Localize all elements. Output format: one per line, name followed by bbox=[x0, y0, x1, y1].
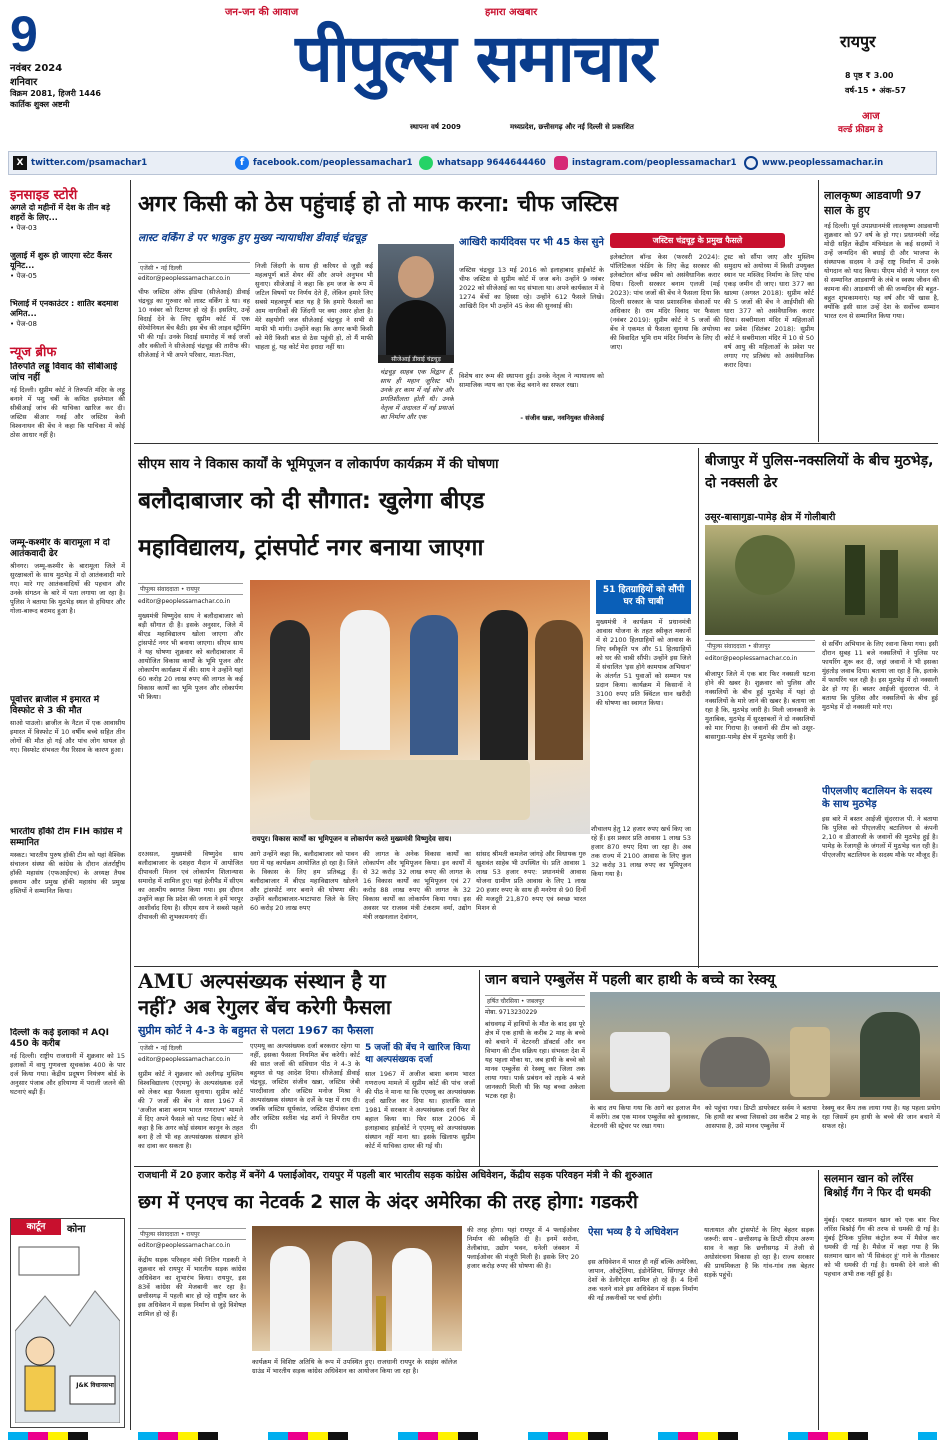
amu-byline: एजेंसी • नई दिल्ली bbox=[138, 1042, 243, 1054]
cji-subheadline: लास्ट वर्किंग डे पर भावुक हुए मुख्य न्यायाधीश डीवाई चंद्रचूड़ bbox=[138, 232, 367, 244]
balo-text-4: सांसद श्रीमती कमलेश जांगड़े और विधायक गुरु खुशवंत साहेब भी उपस्थित थे। प्रति आवास 1 लाख 53 हजार रुपए: प्रधानमंत्री आवास योजना ग्रामीण प्रति आवास के लिए 1 लाख 20 हजार रुपए के साथ ही मनरेगा से 90 दिनों की मजदूरी 21,870 रुपए एवं स्वच्छ भारत मिशन से bbox=[476, 850, 586, 912]
whatsapp-link[interactable]: whatsapp 9644644460 bbox=[437, 158, 546, 168]
gadkari-box-text: इस अधिवेशन में भारत ही नहीं बल्कि अमेरिका, जापान, ऑस्ट्रेलिया, इंडोनेशिया, सिंगापुर जैसे देशों के डेलीगेट्स शामिल हो रहे हैं। 4 दिनों तक चलने वाले इस अधिवेशन में सड़क निर्माण की नई तकनीकों पर चर्चा होगी। bbox=[588, 1258, 698, 1302]
gadkari-byline: पीपुल्स संवाददाता • रायपुर bbox=[138, 1228, 246, 1240]
gadkari-text-1: केंद्रीय सड़क परिवहन मंत्री नितिन गडकरी ने शुक्रवार को रायपुर में भारतीय सड़क कांग्रेस अधिवेशन का शुभारंभ किया। रायपुर, इस 83वें कांग्रेस की मेजबानी कर रहा है। छत्तीसगढ़ में पहली बार हो रहे राष्ट्रीय स्तर के इस अधिवेशन में सड़क निर्माण से जुड़े विशेषज्ञ शामिल हो रहे हैं। bbox=[138, 1256, 246, 1318]
date-vikram: विक्रम 2081, हिजरी 1446 bbox=[10, 89, 101, 98]
today-day: वर्ल्ड फ्रीडम डे bbox=[838, 125, 883, 135]
balo-photo bbox=[250, 580, 590, 840]
cji-quote: चंद्रचूड़ साहब एक विद्वान हैं, साथ ही महान जूरिस्ट भी। उनके हर काम में नई सोच और प्रगतिशीलता होती थी। उनके नेतृत्व में अदालत में नई प्रथाओं का निर्माण और एक bbox=[380, 368, 454, 421]
decisions-col-2: ट्रस्ट को सौंपा जाए और मुस्लिम समुदाय को अयोध्या में किसी उपयुक्त स्थान पर मस्जिद निर्माण के लिए पांच एकड़ जमीन दी जाए। धारा 377 का खात्मा (अगस्त 2018): सुप्रीम कोर्ट की 5 जजों की बेंच ने आईपीसी की धारा 377 को असंवैधानिक करार दिया। सबरीमाला मंदिर में महिलाओं का प्रवेश (सितंबर 2018): सुप्रीम कोर्ट ने सबरीमाला मंदिर में 10 से 50 वर्ष आयु की महिलाओं के प्रवेश पर लगाए गए प्रतिबंध को असंवैधानिक करार दिया। bbox=[724, 253, 814, 369]
advani-text: नई दिल्ली। पूर्व उपप्रधानमंत्री लालकृष्ण आडवाणी शुक्रवार को 97 वर्ष के हो गए। प्रधानमंत्री नरेंद्र मोदी सहित केंद्रीय मंत्रिमंडल के कई सदस्यों ने उन्हें जन्मदिन की बधाई दी और भाजपा के संस्थापक सदस्य ने उन्हें राष्ट्र निर्माण में उनके योगदान को याद किया। पीएम मोदी ने भारत रत्न से सम्मानित आडवाणी के लंबे व स्वस्थ जीवन की कामना की। आडवाणी जी की जन्मदिन की बहुत-बहुत शुभकामनाएं। यह वर्ष और भी खास है, क्योंकि इसी साल उन्हें देश के सर्वोच्च सम्मान भारत रत्न से सम्मानित किया गया। bbox=[824, 222, 939, 320]
inside-item[interactable]: अगले दो महीनों में देश के तीन बड़े शहरों के लिए... • पेज-03 bbox=[10, 203, 111, 232]
balo-photo-caption: रायपुर। विकास कार्यों का भूमिपूजन व लोकार्पण करते मुख्यमंत्री विष्णुदेव साय। bbox=[250, 834, 690, 845]
bijapur-byline: पीपुल्स संवाददाता • बीजापुर bbox=[705, 640, 815, 652]
balo-text-3: की लागत के अनेक विकास कार्यों का लोकार्पण और भूमिपूजन किया। इन कार्यों में से 32 करोड़ 32 लाख रुपए की लागत के 16 विकास कार्यों का भूमिपूजन एवं 27 करोड़ 88 लाख रुपए की लागत के 32 विकास कार्यों का लोकार्पण किया गया। इस अवसर पर राजस्व मंत्री टंकराम वर्मा, उद्योग मंत्री लखनलाल देवांगन, bbox=[363, 850, 471, 921]
corner-label: कोना bbox=[67, 1224, 86, 1235]
masthead-issue: वर्ष-15 • अंक-57 bbox=[845, 86, 906, 95]
elephant-headline: जान बचाने एम्बुलेंस में पहली बार हाथी के बच्चे का रेस्क्यू bbox=[485, 972, 775, 988]
cartoon-label: कार्टून bbox=[11, 1219, 61, 1235]
bijapur-text-right: से सर्चिंग अभियान के लिए रवाना किया गया। इसी दौरान सुबह 11 बजे नक्सलियों ने पुलिस पर फायरिंग शुरू कर दी, जहां जवानों ने भी इसका मुंहतोड़ जवाब दिया। बताया जा रहा है कि, इलाके में फायरिंग चल रही है। इस मुठभेड़ में दो नक्सली ढेर हो गए हैं। बस्तर आईजी सुंदरराज पी. ने बताया कि पुलिस और नक्सलियों के बीच हुई मुठभेड़ में दो नक्सली मारे गए। bbox=[822, 640, 938, 711]
balo-byline: पीपुल्स संवाददाता • रायपुर bbox=[138, 583, 243, 595]
instagram-link[interactable]: instagram.com/peoplessamachar1 bbox=[572, 158, 737, 168]
bijapur-box-title: पीएलजीए बटालियन के सदस्य के साथ मुठभेड़ bbox=[822, 786, 933, 810]
inside-story-title: इनसाइड स्टोरी bbox=[10, 188, 78, 203]
registration-marks bbox=[8, 1432, 937, 1440]
founded: स्थापना वर्ष 2009 bbox=[410, 123, 461, 131]
masthead-city: रायपुर bbox=[840, 32, 876, 51]
gadkari-text-5: यातायात और ट्रांसपोर्ट के लिए बेहतर सड़क जरूरी: साय - छत्तीसगढ़ के डिप्टी सीएम अरुण साव ने कहा कि छत्तीसगढ़ में तेजी से अधोसंरचना विकास हो रहा है। राज्य सरकार की प्राथमिकता है कि गांव-गांव तक बेहतर सड़कें पहुंचें। bbox=[704, 1226, 814, 1279]
cji-signature: - संजीव खन्ना, नवनियुक्त सीजेआई bbox=[520, 414, 604, 422]
cji-photo-caption: सीजेआई डीवाई चंद्रचूड़ bbox=[378, 355, 454, 363]
inside-item[interactable]: भिलाई में एनकाउंटर : शातिर बदमाश अमित... • पेज-08 bbox=[10, 299, 119, 328]
date-tithi: कार्तिक शुक्ल अष्टमी bbox=[10, 100, 70, 109]
inside-list bbox=[10, 203, 125, 339]
masthead-date bbox=[10, 8, 120, 168]
advani-headline: लालकृष्ण आडवाणी 97 साल के हुए bbox=[824, 189, 922, 217]
gadkari-headline: छग में एनएच का नेटवर्क 2 साल के अंदर अमेरिका की तरह होगा: गडकरी bbox=[138, 1192, 638, 1213]
cji-byline: एजेंसी • नई दिल्ली bbox=[138, 262, 250, 274]
elephant-photo bbox=[590, 992, 940, 1100]
amu-headline-1: AMU अल्पसंख्यक संस्थान है या bbox=[138, 969, 386, 993]
balo-text-1: मुख्यमंत्री विष्णुदेव साय ने बलौदाबाजार को बड़ी सौगात दी है। इसके अनुसार, जिले में बीएड महाविद्यालय खोला जाएगा और ट्रांसपोर्ट नगर भी बनाया जाएगा। सीएम साय ने यह घोषणा शुक्रवार को बलौदाबाजार में आयोजित विकास कार्यों के भूमि पूजन और लोकार्पण कार्यक्रम में की। साय ने उन्होंने यहां 60 करोड़ 20 लाख रुपए की लागत के कई विकास कार्यों का भूमि पूजन और लोकार्पण भी किया। bbox=[138, 612, 243, 701]
cji-text-2: निजी जिंदगी के साथ ही करियर से जुड़ी कई महत्वपूर्ण बातें शेयर कीं और अपने अनुभव भी सुनाए। सीजेआई ने कहा कि हम जज के रूप में जटिल विषयों पर निर्णय देते हैं, लेकिन हमारे लिए सबसे महत्वपूर्ण बात यह है कि हमारे फैसलों का आम नागरिकों की जिंदगी पर क्या असर होता है। मेरे सहयोगी जज सीजेआई चंद्रचूड़ ने सभी से माफी भी मांगी। उन्होंने कहा कि अगर कभी किसी को मेरी किसी बात से ठेस पहुंची हो, तो मैं माफी चाहता हूं, यह कोर्ट मेरा इरादा नहीं था। bbox=[255, 262, 373, 351]
last-day-text: जस्टिस चंद्रचूड़ 13 मई 2016 को इलाहाबाद हाईकोर्ट के चीफ जस्टिस से सुप्रीम कोर्ट में जज बने। उन्होंने 9 नवंबर 2022 को सीजेआई का पद संभाला था। अपने कार्यकाल में वे 1274 बेंचों का हिस्सा रहे। उन्होंने 612 फैसले लिखे। आखिरी दिन भी उन्होंने 45 केस की सुनवाई की। bbox=[459, 266, 604, 310]
cartoon-box bbox=[10, 1218, 125, 1428]
elephant-byline: हर्षित चौरसिया • जबलपुर bbox=[485, 995, 585, 1007]
masthead-price: 8 पृष्ठ ₹ 3.00 bbox=[845, 71, 894, 80]
news-brief-title: न्यूज ब्रीफ bbox=[10, 345, 57, 360]
cji-email: editor@peoplessamachar.co.in bbox=[138, 275, 231, 282]
decisions-col-1: इलेक्टोरल बॉन्ड केस (फरवरी 2024): पॉलिटिकल फंडिंग के लिए केंद्र सरकार की इलेक्टोरल बॉन्ड स्कीम को असंवैधानिक करार दिया। दिल्ली सरकार बनाम एलजी (मई 2023): पांच जजों की बेंच ने फैसला दिया कि दिल्ली सरकार के पास प्रशासनिक सेवाओं पर अधिकार है। राम मंदिर विवाद पर फैसला (नवंबर 2019): सुप्रीम कोर्ट ने 5 जजों की बेंच ने एकमत से फैसला सुनाया कि अयोध्या की विवादित भूमि राम मंदिर निर्माण के लिए दी जाए। bbox=[610, 253, 720, 351]
gadkari-text-3: की तरह होगा। यहां रायपुर में 4 फ्लाईओवर निर्माण की स्वीकृति दी है। इनमें सरोना, तेलीबांधा, उद्योग भवन, धनेली जंक्शन में फ्लाईओवर की मंजूरी मिली है। इसके लिए 20 हजार करोड़ रुपए की घोषणा की है। bbox=[467, 1226, 579, 1270]
twitter-link[interactable]: twitter.com/psamachar1 bbox=[31, 158, 148, 168]
elephant-text-3: को पहुंचा गया। डिप्टी डायरेक्टर सर्वम ने बताया कि हाथी का बच्चा जिसको उस करीब 2 माह के आसपास है, उसे मानव एम्बुलेंस में bbox=[705, 1104, 817, 1130]
brief-4: भारतीय हॉकी टीम FIH कांग्रेस में सम्मानित मस्कट। भारतीय पुरुष हॉकी टीम को यहां वैश्विक संचालन संस्था की कांग्रेस के दौरान अंतर्राष्ट्रीय हॉकी महासंघ (एफआईएच) के अध्यक्ष तैयब इकराम और प्रमुख हॉकी महासंघ की प्रमुख हस्तियों ने सम्मानित किया। bbox=[10, 827, 125, 895]
bijapur-box-text: इस बारे में बस्तर आईजी सुंदरराज पी. ने बताया कि पुलिस को पीएलजीए बटालियन से कंपनी 2,10 व डीआरजी के जवानों की मुठभेड़ हुई है। पामेड़ के रेंजागट्टी के जंगलों में मुठभेड़ चल रही है। पीएलजीए बटालियन के सदस्य मौके पर मौजूद हैं। bbox=[822, 815, 938, 859]
amu-text-3: साल 1967 में अजीज बाशा बनाम भारत गणराज्य मामले में सुप्रीम कोर्ट की पांच जजों की पीठ ने माना था कि एएमयू का अल्पसंख्यक दर्जा खारिज कर दिया था। हालांकि साल 1981 में सरकार ने अल्पसंख्यक दर्जा फिर से बहाल किया था। फिर साल 2006 में इलाहाबाद हाईकोर्ट ने एएमयू को अल्पसंख्यक संस्थान नहीं माना था। इसके खिलाफ सुप्रीम कोर्ट में याचिका दायर की गई थी। bbox=[365, 1070, 475, 1150]
date-day: 9 bbox=[10, 6, 38, 62]
balo-kicker: सीएम साय ने विकास कार्यों के भूमिपूजन व लोकार्पण कार्यक्रम में की घोषणा bbox=[138, 457, 499, 472]
date-weekday: शनिवार bbox=[10, 77, 38, 88]
amu-email: editor@peoplessamachar.co.in bbox=[138, 1056, 231, 1063]
cartoon-sign: J&K विधानसभा bbox=[76, 1382, 114, 1389]
instagram-icon bbox=[554, 156, 568, 170]
brief-5: दिल्ली के कई इलाकों में AQI 450 के करीब नई दिल्ली। राष्ट्रीय राजधानी में शुक्रवार को 15 इलाकों में वायु गुणवत्ता सूचकांक 400 के पार दर्ज किया गया। केंद्रीय प्रदूषण नियंत्रण बोर्ड के अनुसार पंजाब और हरियाणा में पराली जलने की घटनाएं बढ़ी हैं। bbox=[10, 1028, 125, 1096]
amu-headline-2: नहीं? अब रेगुलर बेंच करेगी फैसला bbox=[138, 995, 392, 1019]
bijapur-email: editor@peoplessamachar.co.in bbox=[705, 655, 798, 662]
brief-2: जम्मू-कश्मीर के बारामूला में दो आतंकवादी ढेर श्रीनगर। जम्मू-कश्मीर के बारामूला जिले में सुरक्षाबलों के साथ मुठभेड़ में दो आतंकवादी मारे गए। मारे गए आतंकवादियों की पहचान और उनके संगठन के बारे में पता लगाया जा रहा है। पुलिस ने बताया कि मुठभेड़ स्थल से हथियार और गोला-बारूद बरामद हुआ है। bbox=[10, 538, 125, 615]
facebook-link[interactable]: facebook.com/peoplessamachar1 bbox=[253, 158, 413, 168]
balo-email: editor@peoplessamachar.co.in bbox=[138, 598, 231, 605]
bijapur-text-left: बीजापुर जिले में एक बार फिर नक्सली घटना होने की खबर है। शुक्रवार को पुलिस और नक्सलियों के बीच हुई मुठभेड़ में यहां दो नक्सलियों के मारे जाने की खबर है। बताया जा रहा है कि, मुठभेड़ जारी है। मिली जानकारी के मुताबिक, मुठभेड़ में सुरक्षाबलों ने दो नक्सलियों को मार गिराया है। जवानों की टीम को उसूर-बासागुडा-पामेड़ क्षेत्र में मुठभेड़ जारी है। bbox=[705, 670, 815, 741]
date-month: नवंबर 2024 bbox=[10, 63, 63, 74]
brief-3: पूर्वोत्तर ब्राजील में इमारत में विस्फोट से 3 की मौत साओ पाउलो। ब्राजील के नैटल में एक आवासीय इमारत में विस्फोट में 10 वर्षीय बच्चे सहित तीन लोगों की मौत हो गई और पांच लोग घायल हो गए। विस्फोट संभवतः गैस रिसाव के कारण हुआ। bbox=[10, 695, 125, 754]
elephant-text-1: बांधवगढ़ में हाथियों के मौत के बाद इस पूरे क्षेत्र में एक हाथी के करीब 2 माह के बच्चे को बचाने में वेटरनरी डॉक्टर्स और वन विभाग की टीम सक्रिय रहा। संभवतः देश में यह पहला मौका था, जब हाथी के बच्चे को मानव एम्बुलेंस से रेस्क्यू कर जिला तक लाया गया। पार्क प्रबंधन को तड़के 4 बजे जानकारी मिली थी कि यह बच्चा अकेला भटक रहा है। bbox=[485, 1020, 585, 1100]
elephant-text-4: रेस्क्यू कर कैंप तक लाया गया है। यह पहला प्रयोग रहा जिसमें हम हाथी के बच्चे की जान बचाने में सफल रहे। bbox=[822, 1104, 940, 1130]
published: मध्यप्रदेश, छत्तीसगढ़ और नई दिल्ली से प्रकाशित bbox=[510, 123, 634, 131]
elephant-text-2: के बाद तय किया गया कि आगे का इलाज मैन में करेंगे। तब एक मानव एम्बुलेंस को बुलवाकर, वेटरनरी की स्ट्रेचर पर रखा गया। bbox=[590, 1104, 700, 1130]
web-link[interactable]: www.peoplessamachar.in bbox=[762, 158, 884, 168]
salman-text: मुंबई। एक्टर सलमान खान को एक बार फिर लॉरेंस बिश्नोई गैंग की तरफ से धमकी दी गई है। मुंबई ट्रैफिक पुलिस कंट्रोल रूम में मैसेज कर धमकी दी गई है। मैसेज में कहा गया है कि सलमान खान को 'मैं सिकंदर हूं' गाने के गीतकार को भी धमकी दी गई है। धमकी देने वाले की पहचान अभी तक नहीं हुई है। bbox=[824, 1216, 939, 1278]
cartoon-drawing bbox=[15, 1241, 120, 1423]
balo-box-text: मुख्यमंत्री ने कार्यक्रम में प्रधानमंत्री आवास योजना के तहत स्वीकृत मकानों में से 2100 हितग्राहियों को आवास के लिए स्वीकृति पत्र और 51 हितग्राहियों को घर की चाबी सौंपी। उन्होंने इस जिले में संचालित 'इस होगे कामयाब अभियान' के अंतर्गत 51 युवाओं को सम्मान पत्र प्रदान किया। कार्यक्रम में किसानों ने 3100 रुपए प्रति क्विंटल धान खरीदी की घोषणा का स्वागत किया। bbox=[596, 618, 691, 707]
tagline-left: जन-जन की आवाज bbox=[225, 7, 299, 18]
decisions-title: जस्टिस चंद्रचूड़ के प्रमुख फैसले bbox=[610, 233, 785, 248]
gadkari-text-2: कार्यक्रम में विशिष्ट अतिथि के रूप में उपस्थित हुए। राजधानी रायपुर के साइंस कॉलेज ग्राउंड में भारतीय सड़क कांग्रेस अधिवेशन का आयोजन किया जा रहा है। bbox=[252, 1358, 457, 1375]
balo-text-5: शौचालय हेतु 12 हजार रुपए खर्च किए जा रहे हैं। इस प्रकार प्रति आवास 1 लाख 53 हजार 870 रुपए दिया जा रहा है। अब तक राज्य में 2100 आवास के लिए कुल 32 करोड़ 31 लाख रुपए का भूमिपूजन किया गया है। bbox=[591, 825, 691, 878]
gadkari-kicker: राजधानी में 20 हजार करोड़ में बनेंगे 4 फ्लाईओवर, रायपुर में पहली बार भारतीय सड़क कांग्रेस अधिवेशन, केंद्रीय सड़क परिवहन मंत्री ने की शुरुआत bbox=[138, 1170, 653, 1181]
gadkari-email: editor@peoplessamachar.co.in bbox=[138, 1242, 231, 1249]
gadkari-box-title: ऐसा भव्य है ये अधिवेशन bbox=[588, 1227, 679, 1238]
balo-text-1b: दरअसल, मुख्यमंत्री विष्णुदेव साय बलौदाबाजार के दशहरा मैदान में आयोजित दीपावली मिलन एवं लोकार्पण शिलान्यास समारोह में शामिल हुए। यहां हेलीपैड में सीएम का आत्मीय स्वागत किया गया। इस दौरान उन्होंने कहा कि प्रदेश की जनता ने हमें भरपूर आशीर्वाद दिया है। सीएम साय ने सबसे पहले दीपावली की शुभकामनाएं दीं। bbox=[138, 850, 243, 921]
last-day-headline: आखिरी कार्यदिवस पर भी 45 केस सुने bbox=[459, 237, 604, 248]
amu-text-2: एएमयू का अल्पसंख्यक दर्जा बरकरार रहेगा या नहीं, इसका फैसला नियमित बेंच करेगी। कोर्ट की सात जजों की संविधान पीठ ने 4-3 के बहुमत से यह आदेश दिया। सीजेआई डीवाई चंद्रचूड़, जस्टिस संजीव खन्ना, जस्टिस जेबी पारदीवाला और जस्टिस मनोज मिश्रा ने अल्पसंख्यक संस्थान के दर्जे के पक्ष में राय दी। जबकि जस्टिस सूर्यकांत, जस्टिस दीपांकर दत्ता और जस्टिस सतीश चंद्र शर्मा ने विपरीत राय दी। bbox=[250, 1042, 360, 1131]
social-bar bbox=[8, 151, 937, 175]
cji-headline: अगर किसी को ठेस पहुंचाई हो तो माफ करना: चीफ जस्टिस bbox=[138, 192, 619, 217]
bijapur-photo bbox=[705, 525, 938, 635]
inside-item[interactable]: जुलाई में शुरू हो जाएगा स्टेट कैंसर यूनिट... • पेज-05 bbox=[10, 251, 112, 280]
bijapur-headline: बीजापुर में पुलिस-नक्सलियों के बीच मुठभेड़, दो नक्सली ढेर bbox=[705, 453, 934, 491]
tagline-right: हमारा अखबार bbox=[485, 7, 538, 18]
whatsapp-icon bbox=[419, 156, 433, 170]
facebook-icon: f bbox=[235, 156, 249, 170]
cji-photo bbox=[378, 244, 454, 362]
balo-text-2: आगे उन्होंने कहा कि, बलौदाबाजार को पावन धरा में यह कार्यक्रम आयोजित हो रहा है। जिले के विकास के लिए हम प्रतिबद्ध हैं। बलौदाबाजार में बीएड महाविद्यालय खोलने और ट्रांसपोर्ट नगर बनाने की घोषणा की। उन्होंने बलौदाबाजार-भाटापारा जिले के लिए 60 करोड़ 20 लाख रुपए bbox=[250, 850, 358, 912]
balo-headline-1: बलौदाबाजार को दी सौगात: खुलेगा बीएड bbox=[138, 488, 485, 514]
brief-1: तिरुपति लड्डू विवाद की सीबीआई जांच नहीं नई दिल्ली। सुप्रीम कोर्ट ने तिरुपति मंदिर के लड्डू बनाने में पशु चर्बी के कथित इस्तेमाल की सीबीआई जांच की याचिका खारिज कर दी। जस्टिस बीआर गवई और जस्टिस केवी विश्वनाथन की बेंच ने कहा कि याचिका में कोई ठोस आधार नहीं है। bbox=[10, 362, 125, 439]
twitter-icon: X bbox=[13, 156, 27, 170]
salman-headline: सलमान खान को लॉरेंस बिश्नोई गैंग ने फिर दी धमकी bbox=[824, 1173, 931, 1199]
amu-text-1: सुप्रीम कोर्ट ने शुक्रवार को अलीगढ़ मुस्लिम विश्वविद्यालय (एएमयू) के अल्पसंख्यक दर्जे को लेकर बड़ा फैसला सुनाया। सुप्रीम कोर्ट की 7 जजों की बेंच ने साल 1967 में 'अजीज बाशा बनाम भारत गणराज्य' मामले में दिए अपने फैसले को पलट दिया। कोर्ट ने कहा है कि अगर कोई संस्थान कानून के तहत बना है तो भी वह अल्पसंख्यक संस्थान होने का दावा कर सकता है। bbox=[138, 1070, 243, 1150]
gadkari-photo bbox=[252, 1226, 462, 1351]
balo-box-title: 51 हितग्राहियों को सौंपी घर की चाबी bbox=[596, 580, 691, 614]
today-label: आज bbox=[862, 111, 880, 122]
bijapur-sub: उसूर-बासागुडा-पामेड़ क्षेत्र में गोलीबारी bbox=[705, 512, 836, 523]
newspaper-title: पीपुल्स समाचार bbox=[295, 20, 655, 97]
amu-box-title: 5 जजों की बेंच ने खारिज किया था अल्पसंख्यक दर्जा bbox=[365, 1043, 471, 1065]
balo-headline-2: महाविद्यालय, ट्रांसपोर्ट नगर बनाया जाएगा bbox=[138, 535, 484, 561]
cji-text-1: चीफ जस्टिस ऑफ इंडिया (सीजेआई) डीवाई चंद्रचूड़ का गुरुवार को लास्ट वर्किंग डे था। वह 10 नवंबर को रिटायर हो रहे हैं। इसलिए, उन्हें विदाई देने के लिए सुप्रीम कोर्ट में एक सेरेमोनियल बेंच बैठी। इस बेंच की लाइव स्ट्रीमिंग भी की गई। उनके विदाई समारोह में कई जजों और वकीलों ने सीजेआई चंद्रचूड़ की तारीफ की। सीजेआई ने भी अपने परिवार, माता-पिता, bbox=[138, 288, 250, 359]
last-day-text-2: विशेष वार रूम की स्थापना हुई। उनके नेतृत्व ने न्यायालय को सामाजिक न्याय का एक केंद्र बनाने का सफल रखा। bbox=[459, 372, 604, 389]
elephant-phone: मोबा. 9713230229 bbox=[485, 1009, 538, 1016]
globe-icon bbox=[744, 156, 758, 170]
amu-sub: सुप्रीम कोर्ट ने 4-3 के बहुमत से पलटा 1967 का फैसला bbox=[138, 1024, 374, 1037]
